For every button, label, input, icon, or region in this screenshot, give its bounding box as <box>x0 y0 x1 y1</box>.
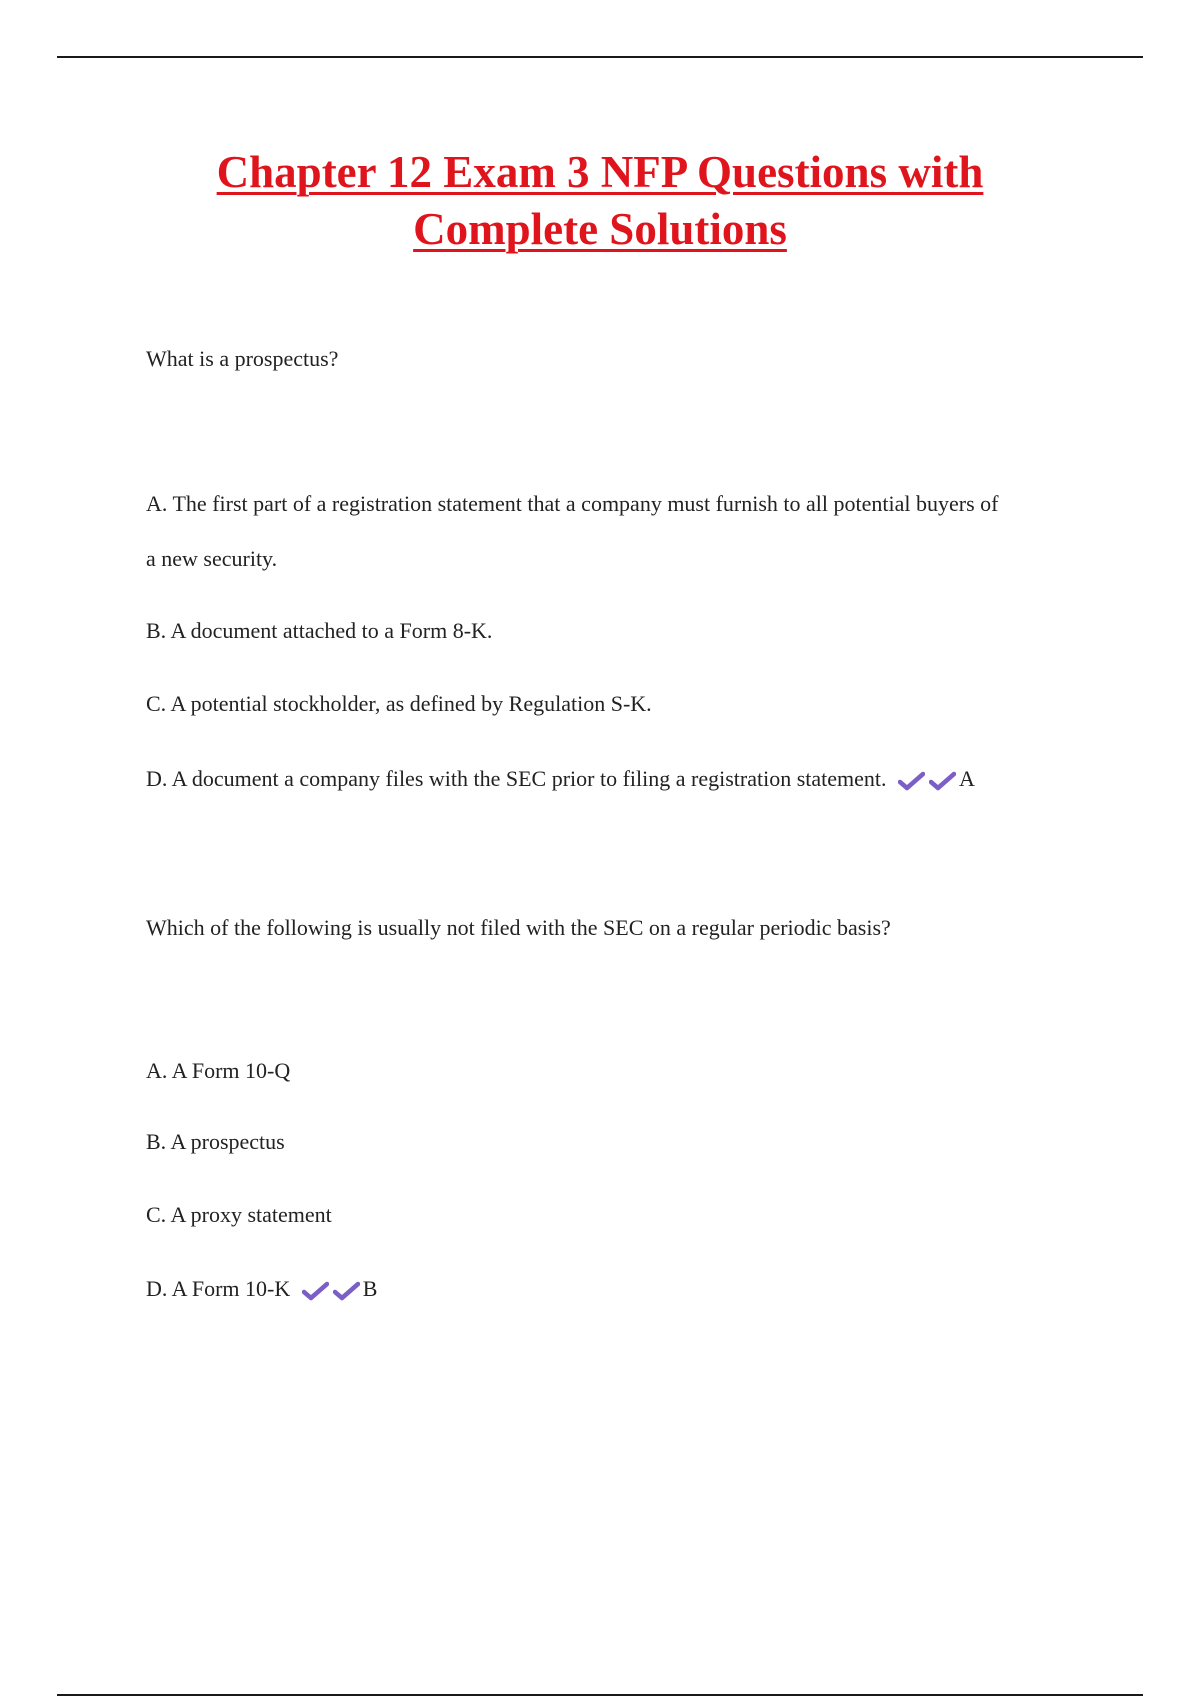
question-2-option-c: C. A proxy statement <box>146 1202 332 1227</box>
question-1-option-a-line-2: a new security. <box>146 546 278 571</box>
bottom-rule <box>57 1694 1143 1696</box>
checkmark-icon <box>333 1281 360 1301</box>
top-rule <box>57 56 1143 58</box>
question-1-prompt: What is a prospectus? <box>146 346 339 371</box>
question-1-option-b: B. A document attached to a Form 8-K. <box>146 618 493 643</box>
page-title <box>100 144 1100 258</box>
question-2-option-b: B. A prospectus <box>146 1129 285 1154</box>
question-1-option-d-row <box>146 765 975 793</box>
question-1-option-d: D. A document a company files with the SEC prior to filing a registration statement. <box>146 766 887 791</box>
checkmark-icon <box>302 1281 329 1301</box>
question-2-answer: B <box>362 1276 378 1301</box>
question-1-answer: A <box>959 766 975 791</box>
question-1-option-c: C. A potential stockholder, as defined by Regulation S-K. <box>146 691 652 716</box>
question-2-option-d-row <box>146 1275 377 1303</box>
checkmark-icon <box>929 771 956 791</box>
question-2-option-d: D. A Form 10-K <box>146 1276 291 1301</box>
checkmark-icon <box>898 771 925 791</box>
question-1-option-a-line-1: A. The first part of a registration statement that a company must furnish to all potential buyers of <box>146 491 999 516</box>
title-line-1: Chapter 12 Exam 3 NFP Questions with <box>216 147 984 197</box>
question-2-option-a: A. A Form 10-Q <box>146 1058 291 1083</box>
title-line-2: Complete Solutions <box>413 204 787 254</box>
question-2-prompt: Which of the following is usually not filed with the SEC on a regular periodic basis? <box>146 915 891 940</box>
